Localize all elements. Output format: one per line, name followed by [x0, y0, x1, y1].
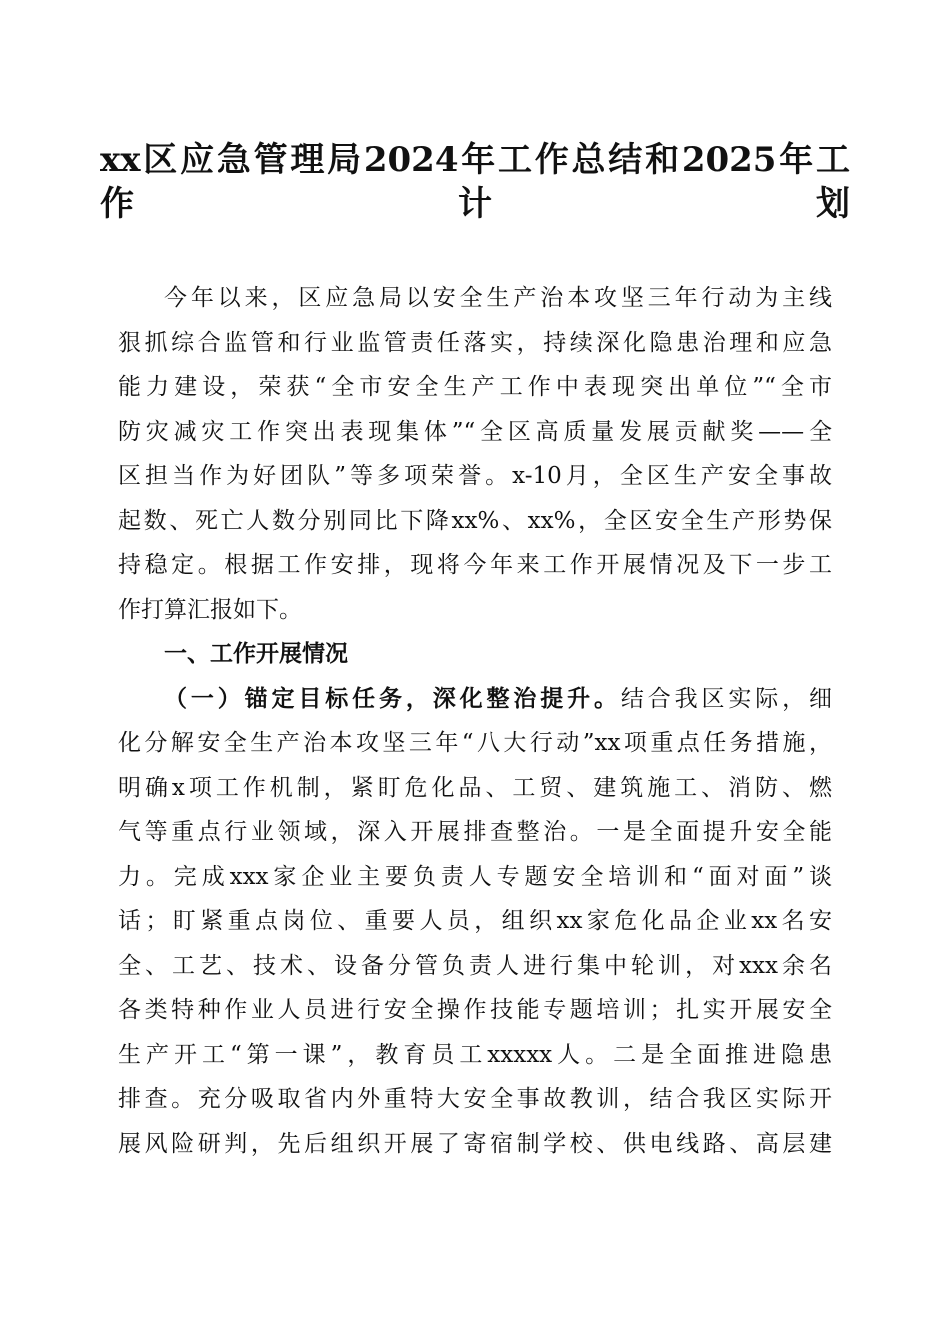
paragraph-line: 作打算汇报如下。	[118, 596, 302, 623]
paragraph-line: 生产开工“第一课”，教育员工xxxxx人。二是全面推进隐患	[118, 1041, 832, 1068]
section-heading: 一、工作开展情况	[164, 641, 348, 667]
paragraph-line: 展风险研判，先后组织开展了寄宿制学校、供电线路、高层建	[118, 1130, 832, 1157]
paragraph-line: 狠抓综合监管和行业监管责任落实，持续深化隐患治理和应急	[118, 329, 832, 356]
intro-paragraph	[118, 276, 832, 632]
paragraph-line: 化分解安全生产治本攻坚三年“八大行动”xx项重点任务措施，	[118, 730, 832, 756]
document-body	[118, 276, 832, 1166]
paragraph-line: 气等重点行业领域，深入开展排查整治。一是全面提升安全能	[118, 819, 832, 845]
paragraph-line	[118, 677, 832, 722]
paragraph-line: 起数、死亡人数分别同比下降xx%、xx%，全区安全生产形势保	[118, 507, 832, 534]
paragraph-line: 排查。充分吸取省内外重特大安全事故教训，结合我区实际开	[118, 1086, 832, 1112]
subsection-lead: （一）锚定目标任务，深化整治提升。	[164, 684, 621, 712]
title-line: 作计划	[100, 184, 850, 224]
paragraph-line: 今年以来，区应急局以安全生产治本攻坚三年行动为主线	[164, 285, 832, 311]
subsection-paragraph	[118, 677, 832, 1167]
paragraph-line: 明确x项工作机制，紧盯危化品、工贸、建筑施工、消防、燃	[118, 774, 832, 801]
paragraph-line: 防灾减灾工作突出表现集体”“全区高质量发展贡献奖——全	[118, 418, 832, 445]
paragraph-line: 话；盯紧重点岗位、重要人员，组织xx家危化品企业xx名安	[118, 908, 832, 934]
paragraph-line: 力。完成xxx家企业主要负责人专题安全培训和“面对面”谈	[118, 863, 832, 890]
paragraph-line: 能力建设，荣获“全市安全生产工作中表现突出单位”“全市	[118, 374, 832, 400]
paragraph-line: 全、工艺、技术、设备分管负责人进行集中轮训，对xxx余名	[118, 952, 832, 979]
paragraph-line: 区担当作为好团队”等多项荣誉。x-10月，全区生产安全事故	[118, 463, 832, 489]
paragraph-line: 持稳定。根据工作安排，现将今年来工作开展情况及下一步工	[118, 552, 832, 578]
document-title	[100, 138, 850, 226]
title-line: xx区应急管理局2024年工作总结和2025年工	[100, 140, 850, 180]
paragraph-line: 各类特种作业人员进行安全操作技能专题培训；扎实开展安全	[118, 997, 832, 1023]
paragraph-text: 结合我区实际，细	[620, 685, 832, 712]
